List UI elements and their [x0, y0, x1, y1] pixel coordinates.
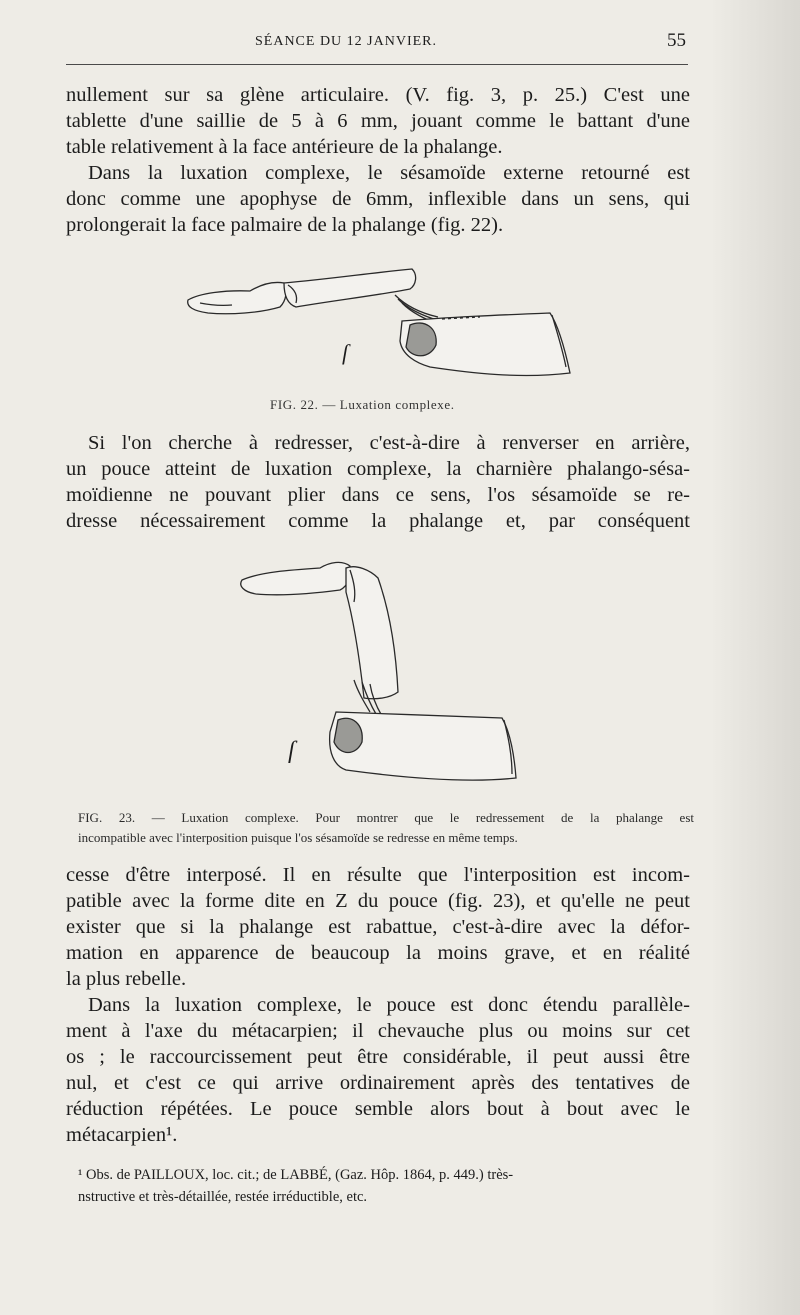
text-line: moïdienne ne pouvant plier dans ce sens, l'os sésamoïde se re-	[66, 484, 690, 506]
paragraph-4	[66, 862, 690, 992]
text-line: os ; le raccourcissement peut être considérable, il peut aussi être	[66, 1046, 690, 1068]
text-line: cesse d'être interposé. Il en résulte que l'interposition est incom-	[66, 864, 690, 886]
footnote	[78, 1164, 694, 1208]
figure-22-marker: ſ	[342, 340, 349, 365]
text-line: nul, et c'est ce qui arrive ordinairement après des tentatives de	[66, 1072, 690, 1094]
paragraph-1	[66, 82, 690, 160]
figure-23-marker: ſ	[288, 738, 295, 764]
running-header	[66, 30, 686, 54]
footnote-line: ¹ Obs. de PAILLOUX, loc. cit.; de LABBÉ, (Gaz. Hôp. 1864, p. 449.) très-	[78, 1167, 514, 1183]
paragraph-5	[66, 992, 690, 1148]
text-line: métacarpien¹.	[66, 1124, 178, 1146]
text-line: donc comme une apophyse de 6mm, inflexible dans un sens, qui	[66, 188, 690, 210]
page-edge-shadow	[710, 0, 800, 1315]
text-line: nullement sur sa glène articulaire. (V. fig. 3, p. 25.) C'est une	[66, 84, 690, 106]
header-title: SÉANCE DU 12 JANVIER.	[255, 34, 437, 49]
text-line: patible avec la forme dite en Z du pouce (fig. 23), et qu'elle ne peut	[66, 890, 690, 912]
paragraph-3	[66, 430, 690, 534]
text-line: dresse nécessairement comme la phalange et, par conséquent	[66, 510, 690, 532]
paragraph-2	[66, 160, 690, 238]
text-line: réduction répétées. Le pouce semble alors bout à bout avec le	[66, 1098, 690, 1120]
text-line: Dans la luxation complexe, le sésamoïde externe retourné est	[88, 162, 690, 184]
figure-23-caption	[78, 808, 694, 848]
footnote-line: nstructive et très-détaillée, restée irréductible, etc.	[78, 1189, 368, 1205]
text-line: Si l'on cherche à redresser, c'est-à-dire à renverser en arrière,	[88, 432, 690, 454]
text-line: tablette d'une saillie de 5 à 6 mm, jouant comme le battant d'une	[66, 110, 690, 132]
figure-22-illustration	[180, 255, 580, 390]
text-line: exister que si la phalange est rabattue, c'est-à-dire avec la défor-	[66, 916, 690, 938]
text-line: mation en apparence de beaucoup la moins grave, et en réalité	[66, 942, 690, 964]
figure-23-illustration	[230, 552, 530, 797]
text-line: table relativement à la face antérieure de la phalange.	[66, 136, 503, 158]
text-line: la plus rebelle.	[66, 968, 187, 990]
text-line: ment à l'axe du métacarpien; il chevauche plus ou moins sur cet	[66, 1020, 690, 1042]
text-line: un pouce atteint de luxation complexe, la charnière phalango-sésa-	[66, 458, 690, 480]
text-line: Dans la luxation complexe, le pouce est donc étendu parallèle-	[88, 994, 690, 1016]
header-rule	[66, 64, 688, 65]
caption-line: FIG. 23. — Luxation complexe. Pour montrer que le redressement de la phalange est	[78, 810, 694, 825]
caption-line: incompatible avec l'interposition puisque l'os sésamoïde se redresse en même temps.	[78, 830, 518, 845]
page-number: 55	[667, 30, 686, 51]
text-line: prolongerait la face palmaire de la phalange (fig. 22).	[66, 214, 504, 236]
figure-22-caption: FIG. 22. — Luxation complexe.	[270, 397, 455, 412]
